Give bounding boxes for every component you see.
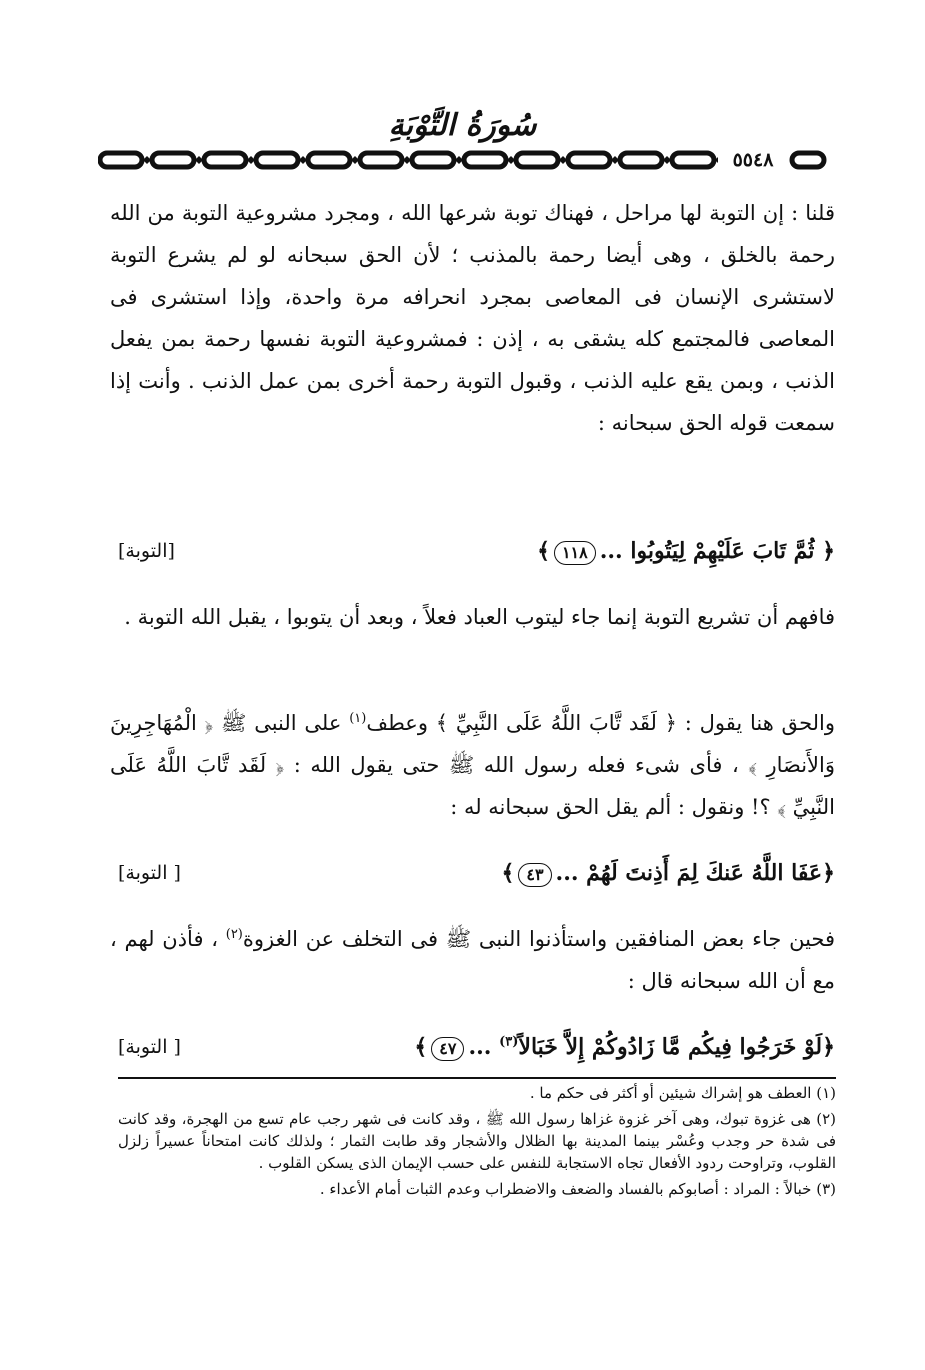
verse-text xyxy=(537,528,835,574)
paragraph-hypocrites-part2: ، فأذن لهم ، مع أن الله سبحانه قال : xyxy=(110,927,835,993)
quran-verse-118 xyxy=(110,528,835,574)
ayah-number-marker: ١١٨ xyxy=(554,541,596,565)
verse-text xyxy=(414,1024,835,1070)
ornament-link xyxy=(308,153,350,167)
page-number: ٥٥٤٨ xyxy=(718,146,788,174)
ornament-link xyxy=(516,153,558,167)
verse-body: عَفَا اللَّهُ عَنكَ لِمَ أَذِنتَ لَهُمْ ... xyxy=(555,860,823,886)
verse-open-bracket: ﴿ xyxy=(822,860,835,886)
ornament-link xyxy=(792,153,824,167)
ayah-number-marker: ٤٧ xyxy=(431,1037,464,1061)
ornament-link xyxy=(672,153,714,167)
footnote-divider xyxy=(118,1077,836,1079)
quran-verse-47 xyxy=(110,1024,835,1070)
paragraph-understanding-text: فافهم أن تشريع التوبة إنما جاء ليتوب العباد فعلاً ، وبعد أن يتوبوا ، يقبل الله التوبة . xyxy=(124,605,835,629)
paragraph-hypocrites-part1: فحين جاء بعض المنافقين واستأذنوا النبى ﷺ فى التخلف عن الغزوة xyxy=(242,927,835,951)
footnote-3: (٣) خبالاً : المراد : أصابوكم بالفساد والضعف والاضطراب وعدم الثبات أمام الأعداء . xyxy=(319,1180,836,1198)
ornament-link xyxy=(100,153,142,167)
surah-title: سُورَةُ التَّوْبَةِ xyxy=(388,108,537,143)
verse-open-bracket: ﴿ xyxy=(822,538,835,564)
paragraph-understanding xyxy=(110,596,835,638)
verse-ellipsis: ... xyxy=(468,1034,492,1060)
verse-close-bracket: ﴾ xyxy=(501,860,515,886)
footnote-1: (١) العطف هو إشراك شيئين أو أكثر فى حكم ما . xyxy=(529,1084,836,1102)
paragraph-intro-text: قلنا : إن التوبة لها مراحل ، فهناك توبة شرعها الله ، ومجرد مشروعية التوبة من الله رحمة بالخلق ، وهى أيضا رحمة بالمذنب ؛ لأن الحق سبحانه لو لم يشرع التوبة لاستشرى الإنسان فى المعاصى بمجرد انحرافه مرة واحدة، وإذا استشرى فى المعاصى فالمجتمع كله يشقى به ، إذن : فمشروعية التوبة نفسها رحمة بمن يفعل الذنب ، وبمن يقع عليه الذنب ، وقبول التوبة رحمة أخرى بمن عمل الذنب . وأنت إذا سمعت قوله الحق سبحانه : xyxy=(110,201,835,435)
surah-reference: [التوبة] xyxy=(118,540,175,562)
paragraph-prophet xyxy=(110,702,835,828)
paragraph-intro xyxy=(110,192,835,444)
verse-close-bracket: ﴾ xyxy=(537,538,550,564)
ornament-link xyxy=(412,153,454,167)
ornament-link xyxy=(204,153,246,167)
footnote-2: (٢) هى غزوة تبوك، وهى آخر غزوة غزاها رسول الله ﷺ ، وقد كانت فى شهر رجب عام تسع من الهجرة، وقد كانت فى شدة حر وجدب وعُسْر بينما المدينة بها الظلال والأشجار وقد طابت الثمار ؛ ولذلك كانت امتحاناً عسيراً زلزل القلوب، وتراوحت ردود الأفعال تجاه الاستجابة للنفس على حسب الإيمان الذى يسكن القلوب . xyxy=(118,1110,836,1172)
ornament-link xyxy=(464,153,506,167)
ornament-link xyxy=(152,153,194,167)
verse-body: ثُمَّ تَابَ عَلَيْهِمْ لِيَتُوبُوا ... xyxy=(599,538,815,564)
paragraph-hypocrites xyxy=(110,918,835,1002)
verse-text xyxy=(501,850,835,896)
ayah-number-marker: ٤٣ xyxy=(518,863,551,887)
paragraph-prophet-part2: على النبى ﷺ ﴿ الْمُهَاجِرِينَ وَالأَنصَارِ ﴾ ، فأى شىء فعله رسول الله ﷺ حتى يقول الله : ﴿ لَقَد تَّابَ اللَّهُ عَلَى النَّبِيِّ ﴾ ؟! ونقول : ألم يقل الحق سبحانه له : xyxy=(110,711,835,819)
ornament-link xyxy=(360,153,402,167)
footnote-ref-2: (٢) xyxy=(225,927,243,942)
ornament-link xyxy=(620,153,662,167)
paragraph-prophet-part1: والحق هنا يقول : ﴿ لَقَد تَّابَ اللَّهُ عَلَى النَّبِيِّ ﴾ وعطف xyxy=(366,711,835,735)
footnote-ref-1: (١) xyxy=(349,711,367,726)
footnotes xyxy=(118,1082,836,1204)
footnote-ref-3: (٣) xyxy=(499,1034,519,1050)
verse-body: لَوْ خَرَجُوا فِيكُم مَّا زَادُوكُمْ إِلاَّ خَبَالاً xyxy=(518,1034,823,1060)
ornament-link xyxy=(568,153,610,167)
verse-close-bracket: ﴾ xyxy=(414,1034,428,1060)
surah-reference: [ التوبة] xyxy=(118,862,181,884)
ornament-link xyxy=(256,153,298,167)
verse-open-bracket: ﴿ xyxy=(822,1034,835,1060)
quran-verse-43 xyxy=(110,850,835,896)
surah-reference: [ التوبة] xyxy=(118,1036,181,1058)
